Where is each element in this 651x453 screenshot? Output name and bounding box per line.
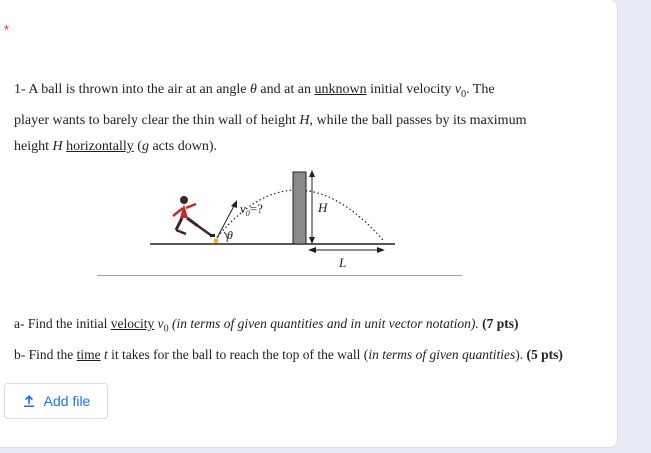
question-text [14, 77, 559, 160]
height-label: H [318, 200, 328, 215]
ball [214, 239, 219, 244]
part-a-text: a- Find the initial velocity $v_0$ (in terms of given quantities and in unit vector notation). (7 pts) [14, 316, 519, 335]
add-file-label: Add file [43, 393, 91, 409]
question-line-1: 1- A ball is thrown into the air at an angle θ and at an unknown initial velocity $v_0$. The [14, 82, 495, 100]
upload-icon [22, 394, 36, 408]
length-arrow-right [377, 247, 385, 253]
part-b-text: b- Find the time t it takes for the ball to reach the top of the wall (in terms of given quantities). (5 pts) [14, 347, 563, 362]
height-arrow-top [309, 170, 315, 177]
divider [97, 275, 462, 276]
velocity-label: $v_0=$? [240, 201, 263, 218]
add-file-button[interactable] [4, 383, 108, 419]
height-arrow-bottom [309, 237, 315, 244]
required-asterisk: * [4, 22, 10, 37]
question-line-3: height H horizontally (g acts down). [14, 138, 217, 154]
angle-label: θ [227, 228, 233, 242]
length-arrow-left [308, 247, 316, 253]
wall [293, 172, 306, 244]
length-label: L [339, 255, 347, 270]
player-figure [173, 196, 215, 237]
question-line-2: player wants to barely clear the thin wall of height H, while the ball passes by its maximum [14, 112, 527, 128]
projectile-diagram [140, 160, 410, 275]
velocity-arrowhead [231, 200, 237, 208]
